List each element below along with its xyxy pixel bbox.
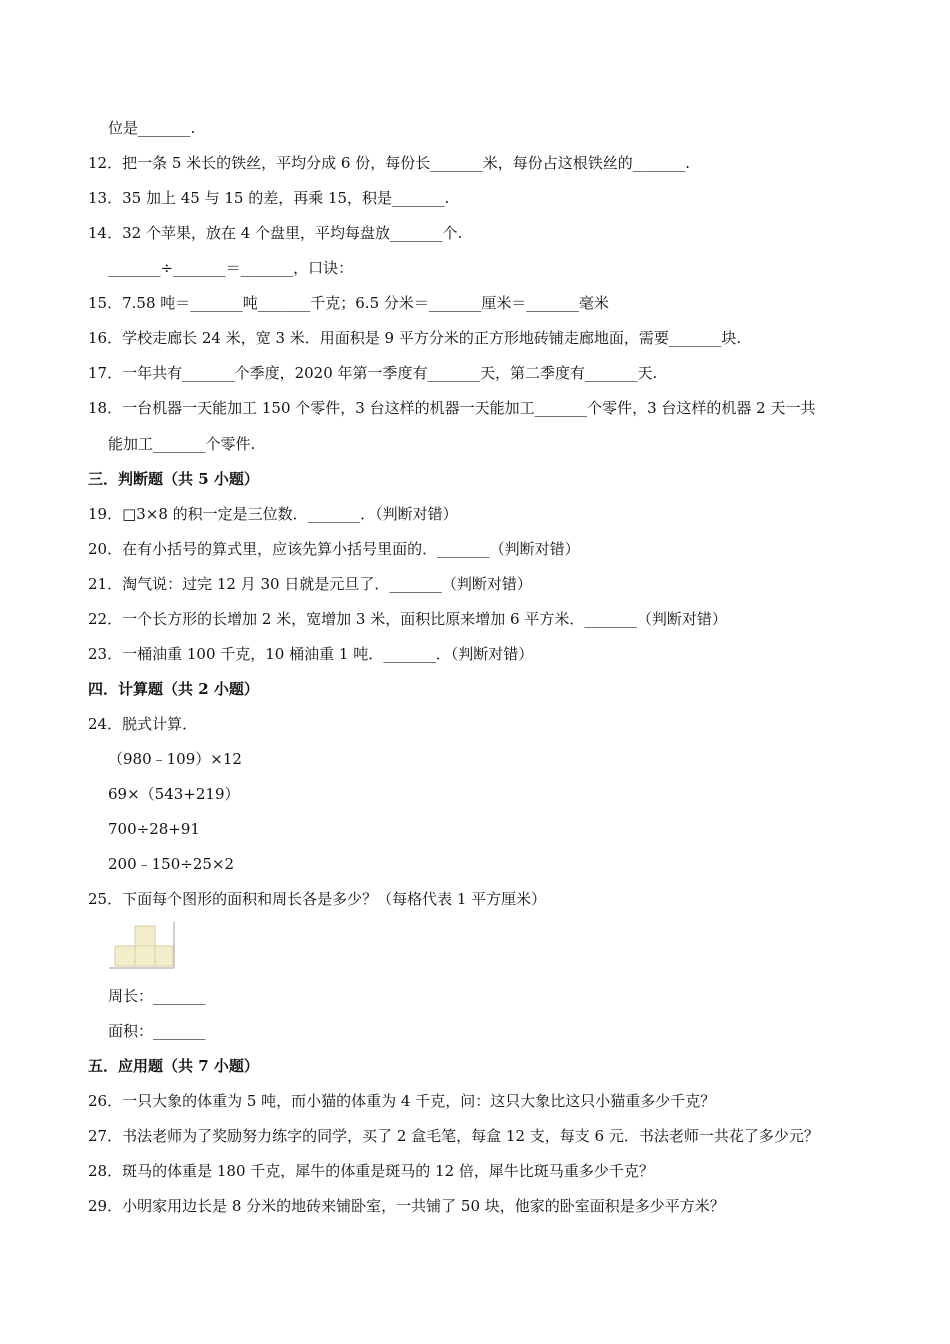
question-18: 18．一台机器一天能加工 150 个零件，3 台这样的机器一天能加工_______个零件，3 台这样的机器 2 天一共 bbox=[88, 399, 816, 417]
question-24: 24．脱式计算． bbox=[88, 715, 198, 733]
question-15: 15．7.58 吨＝_______吨_______千克；6.5 分米＝_______厘米＝_______毫米 bbox=[88, 294, 609, 312]
grid-square bbox=[135, 946, 155, 966]
question-19: 19．□3×8 的积一定是三位数．_______．（判断对错） bbox=[88, 505, 458, 523]
grid-square bbox=[135, 926, 155, 946]
calc-expression-2: 69×（543+219） bbox=[108, 785, 240, 803]
calc-expression-3: 700÷28+91 bbox=[108, 820, 200, 838]
question-14: 14．32 个苹果，放在 4 个盘里，平均每盘放_______个. bbox=[88, 224, 463, 242]
question-23: 23．一桶油重 100 千克，10 桶油重 1 吨．_______．（判断对错） bbox=[88, 645, 534, 663]
question-18-cont: 能加工_______个零件. bbox=[108, 435, 256, 453]
question-27: 27．书法老师为了奖励努力练字的同学，买了 2 盒毛笔，每盒 12 支，每支 6 元．书法老师一共花了多少元？ bbox=[88, 1127, 819, 1145]
q11-continuation: 位是_______. bbox=[108, 119, 196, 137]
question-26: 26．一只大象的体重为 5 吨，而小猫的体重为 4 千克，问：这只大象比这只小猫重多少千克？ bbox=[88, 1092, 716, 1110]
section-5-heading: 五．应用题（共 7 小题） bbox=[88, 1057, 259, 1075]
question-22: 22．一个长方形的长增加 2 米，宽增加 3 米，面积比原来增加 6 平方米．_______（判断对错） bbox=[88, 610, 727, 628]
question-14-sub: _______÷_______＝_______，口诀： bbox=[108, 259, 354, 277]
question-28: 28．斑马的体重是 180 千克，犀牛的体重是斑马的 12 倍，犀牛比斑马重多少千克？ bbox=[88, 1162, 654, 1180]
question-13: 13．35 加上 45 与 15 的差，再乘 15，积是_______. bbox=[88, 189, 450, 207]
question-17: 17．一年共有_______个季度，2020 年第一季度有_______天，第二季度有_______天. bbox=[88, 364, 658, 382]
question-29: 29．小明家用边长是 8 分米的地砖来铺卧室，一共铺了 50 块，他家的卧室面积是多少平方米？ bbox=[88, 1197, 725, 1215]
grid-square bbox=[155, 946, 173, 966]
section-3-heading: 三．判断题（共 5 小题） bbox=[88, 470, 259, 488]
grid-shape-figure bbox=[108, 921, 176, 969]
question-16: 16．学校走廊长 24 米，宽 3 米．用面积是 9 平方分米的正方形地砖铺走廊地面，需要_______块. bbox=[88, 329, 742, 347]
question-25: 25．下面每个图形的面积和周长各是多少？（每格代表 1 平方厘米） bbox=[88, 890, 547, 908]
question-21: 21．淘气说：过完 12 月 30 日就是元旦了．_______（判断对错） bbox=[88, 575, 532, 593]
section-4-heading: 四．计算题（共 2 小题） bbox=[88, 680, 259, 698]
perimeter-answer: 周长：_______ bbox=[108, 987, 206, 1005]
calc-expression-1: （980﹣109）×12 bbox=[108, 750, 242, 768]
grid-square bbox=[115, 946, 135, 966]
area-answer: 面积：_______ bbox=[108, 1022, 206, 1040]
question-12: 12．把一条 5 米长的铁丝，平均分成 6 份，每份长_______米，每份占这根铁丝的_______. bbox=[88, 154, 691, 172]
question-20: 20．在有小括号的算式里，应该先算小括号里面的．_______（判断对错） bbox=[88, 540, 580, 558]
calc-expression-4: 200﹣150÷25×2 bbox=[108, 855, 235, 873]
